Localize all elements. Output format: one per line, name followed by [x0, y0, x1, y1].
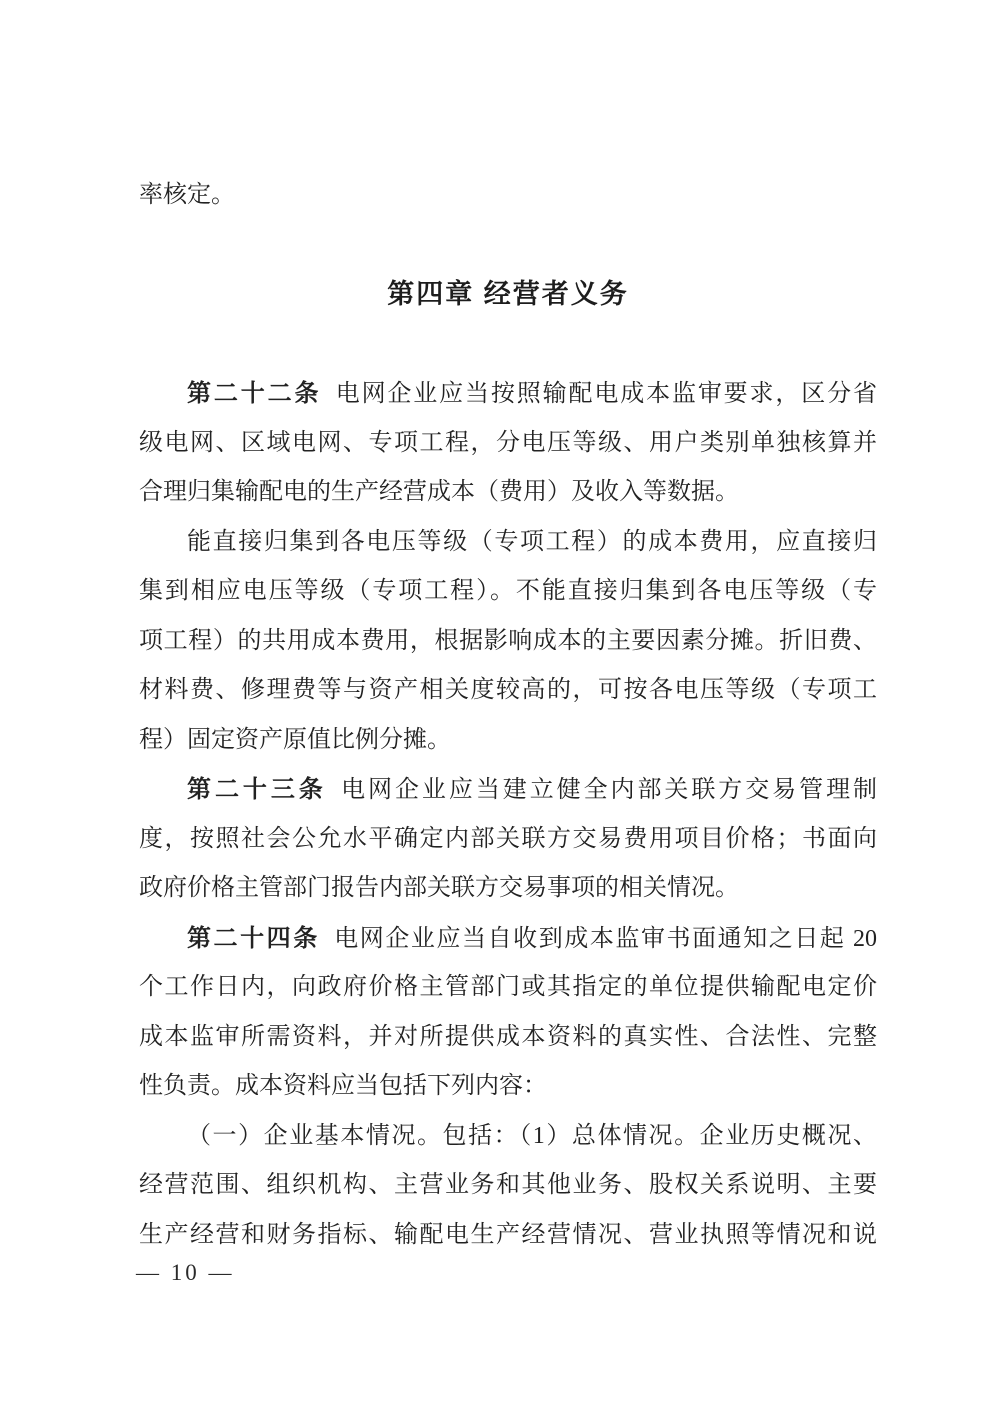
item-1-line-2: [139, 1161, 877, 1211]
article-23-line-3: [139, 864, 877, 914]
article-24-line-4: [139, 1062, 877, 1112]
article-24-number: 第二十四条: [187, 924, 320, 952]
line-text: 程）固定资产原值比例分摊。: [139, 726, 451, 753]
article-24-line-1: [139, 914, 877, 964]
line-text: 合理归集输配电的生产经营成本（费用）及收入等数据。: [139, 479, 739, 505]
chapter-heading: 第四章 经营者义务: [387, 279, 629, 309]
line-text: 电网企业应当自收到成本监审书面通知之日起 20: [334, 925, 878, 952]
item-1-line-3: [139, 1211, 877, 1261]
cost-allocation-line-5: [139, 716, 877, 766]
cost-allocation-line-4: [139, 666, 877, 716]
article-24-line-3: [139, 1013, 877, 1063]
cost-allocation-line-3: [139, 617, 877, 667]
line-text: 率核定。: [139, 182, 235, 208]
line-text: （一）企业基本情况。包括：（1）总体情况。企业历史概况、: [187, 1122, 877, 1149]
line-text: 政府价格主管部门报告内部关联方交易事项的相关情况。: [139, 875, 739, 901]
line-text: 生产经营和财务指标、输配电生产经营情况、营业执照等情况和说: [139, 1221, 877, 1248]
article-23-line-2: [139, 815, 877, 865]
line-text: 集到相应电压等级（专项工程）。不能直接归集到各电压等级（专: [139, 578, 877, 604]
document-body: [139, 171, 877, 1260]
line-text: 材料费、修理费等与资产相关度较高的，可按各电压等级（专项工: [139, 677, 877, 703]
article-23-line-1: [139, 765, 877, 815]
page-number: — 10 —: [136, 1260, 235, 1285]
blank-line: [139, 221, 877, 271]
article-22-number: 第二十二条: [187, 380, 322, 407]
blank-line: [139, 320, 877, 370]
cost-allocation-line-2: [139, 567, 877, 617]
line-text: 度，按照社会公允水平确定内部关联方交易费用项目价格；书面向: [139, 825, 877, 852]
article-22-line-2: [139, 419, 877, 469]
line-text: 项工程）的共用成本费用，根据影响成本的主要因素分摊。折旧费、: [139, 627, 877, 654]
article-24-line-2: [139, 963, 877, 1013]
item-1-line-1: [139, 1112, 877, 1162]
article-23-number: 第二十三条: [187, 776, 327, 803]
line-text: 性负责。成本资料应当包括下列内容：: [139, 1073, 547, 1099]
line-text: 级电网、区域电网、专项工程，分电压等级、用户类别单独核算并: [139, 429, 877, 456]
article-22-line-1: [139, 369, 877, 419]
continuation-line: [139, 171, 877, 221]
cost-allocation-line-1: [139, 518, 877, 568]
line-text: 成本监审所需资料，并对所提供成本资料的真实性、合法性、完整: [139, 1023, 877, 1050]
line-text: 电网企业应当按照输配电成本监审要求，区分省: [335, 381, 878, 407]
line-text: 电网企业应当建立健全内部关联方交易管理制: [341, 777, 878, 803]
article-22-line-3: [139, 468, 877, 518]
line-text: 能直接归集到各电压等级（专项工程）的成本费用，应直接归: [187, 528, 877, 555]
line-text: 经营范围、组织机构、主营业务和其他业务、股权关系说明、主要: [139, 1172, 877, 1198]
line-text: 个工作日内，向政府价格主管部门或其指定的单位提供输配电定价: [139, 974, 877, 1000]
